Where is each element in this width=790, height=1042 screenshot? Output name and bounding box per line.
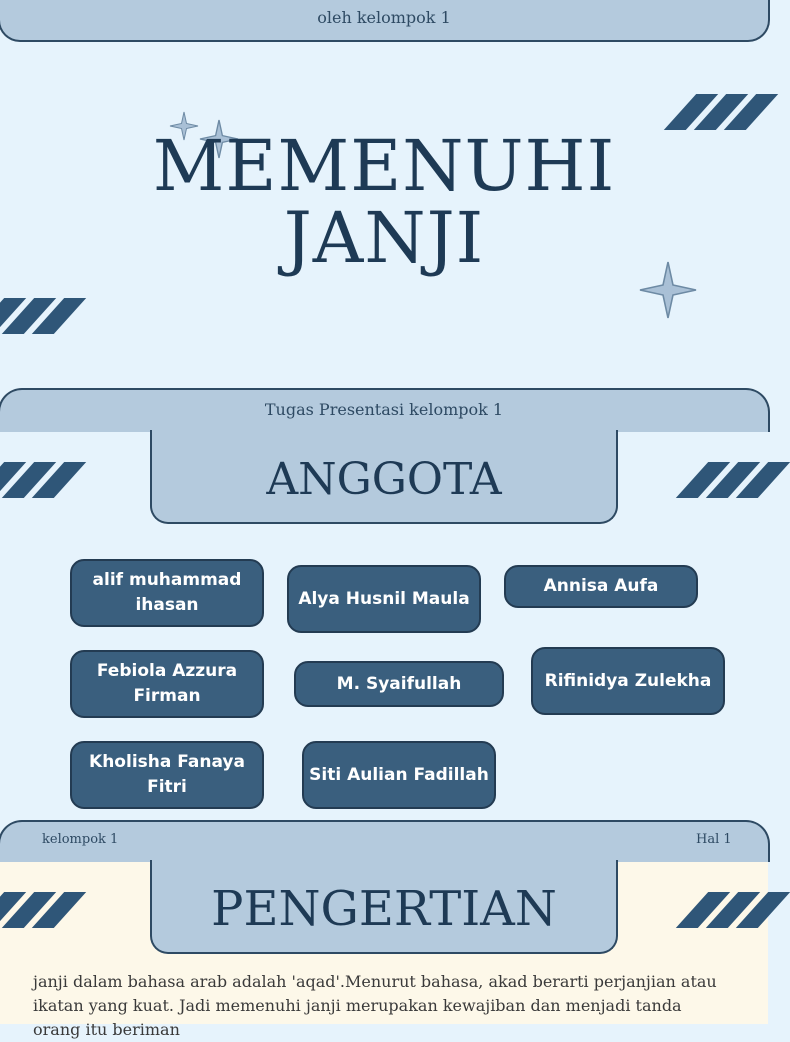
title-line-2: JANJI <box>283 197 485 279</box>
definition-paragraph: janji dalam bahasa arab adalah 'aqad'.Menurut bahasa, akad berarti perjanjian atau ikatan yang kuat. Jadi memenuhi janji merupakan kewajiban dan menjadi tanda orang itu beriman <box>33 972 717 1039</box>
stripes-decoration <box>0 462 70 498</box>
stripes-decoration <box>692 462 774 498</box>
definition-heading: PENGERTIAN <box>211 881 557 937</box>
member-pill: Siti Aulian Fadillah <box>302 741 496 809</box>
stripes-decoration <box>680 94 762 130</box>
header-group-label: oleh kelompok 1 <box>317 8 451 27</box>
member-pill: Febiola Azzura Firman <box>70 650 264 718</box>
definition-heading-tab <box>150 860 618 954</box>
stripes-decoration <box>0 298 70 334</box>
member-pill: Annisa Aufa <box>504 565 698 608</box>
members-heading: ANGGOTA <box>266 454 502 505</box>
page-number: Hal 1 <box>696 832 732 847</box>
stripes-decoration <box>692 892 774 928</box>
member-pill: Alya Husnil Maula <box>287 565 481 633</box>
member-pill: Kholisha Fanaya Fitri <box>70 741 264 809</box>
definition-band-group: kelompok 1 <box>42 832 119 847</box>
stripes-decoration <box>0 892 70 928</box>
members-band-label: Tugas Presentasi kelompok 1 <box>264 400 504 419</box>
member-pill: alif muhammad ihasan <box>70 559 264 627</box>
page-title <box>0 125 768 279</box>
members-heading-tab <box>150 430 618 524</box>
title-line-1: MEMENUHI <box>152 125 616 207</box>
member-pill: Rifinidya Zulekha <box>531 647 725 715</box>
member-pill: M. Syaifullah <box>294 661 504 707</box>
